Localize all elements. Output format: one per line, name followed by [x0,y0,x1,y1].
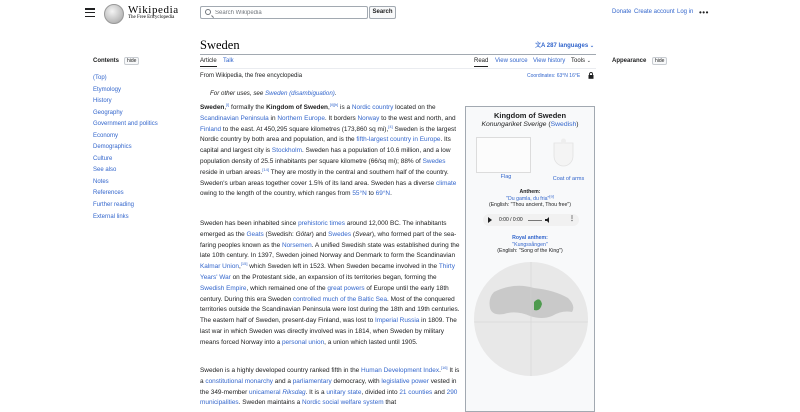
link[interactable]: 21 counties [399,388,433,396]
play-icon[interactable] [488,217,492,223]
link[interactable]: Thirty Years' War [200,263,455,281]
coat-of-arms-caption[interactable]: Coat of arms [552,176,585,182]
donate-link[interactable]: Donate [612,9,632,15]
toc-item-notes[interactable]: Notes [93,178,109,185]
link[interactable]: Swedes [328,230,352,238]
menu-icon[interactable] [85,8,95,17]
site-tagline: The Free Encyclopedia [128,15,175,20]
anthem-block [466,189,594,209]
lead-paragraph-2: Sweden has been inhabited since prehistoric times around 12,000 BC. The inhabitants emerged as the Geats (Swedish: Götar) and Swedes (Svear), who formed part of the sea-faring peoples known as the Norsemen. A unified Swedish state was established during the late 10th century. In 1397, Sweden joined Norway and Denmark to form the Scandinavian Kalmar Union,[15] which Sweden left in 1523. When Sweden became involved in the Thirty Years' War on the Protestant side, an expansion of its territories began, forming the Swedish Empire, which remained one of the great powers of Europe until the early 18th century. During this era Sweden controlled much of the Baltic Sea. Most of the conquered territories outside the Scandinavian Peninsula were lost during the 18th and 19th centuries. The eastern half of Sweden, present-day Finland, was lost to Imperial Russia in 1809. The last war in which Sweden was directly involved was in 1814, when Sweden by military means forced Norway into a personal union, a union which lasted until 1905. [200,220,460,346]
tab-view-history[interactable]: View history [533,58,566,64]
link[interactable]: personal union [281,338,325,346]
language-icon: 文A [535,43,546,49]
link[interactable]: Human Development Index [361,367,440,374]
link[interactable]: Norway [357,114,380,122]
anthem-title-link[interactable]: "Du gamla, du fria" [506,195,550,202]
toc-list [93,73,158,223]
hatnote [210,90,337,97]
toc-heading: Contents [93,58,119,64]
link[interactable]: fifth-largest country in Europe [356,136,441,144]
lead-paragraph-3: Sweden is a highly developed country ranked fifth in the Human Development Index.[16] It is a constitutional monarchy and a parliamentary democracy, with legislative power vested in the 349-member unicameral Riksdag. It is a unitary state, divided into 21 counties and 290 municipalities. Sweden maintains a Nordic social welfare system that [200,364,460,407]
royal-anthem-block [466,235,594,255]
link[interactable]: Swedes [422,157,446,165]
disambiguation-link[interactable]: Sweden (disambiguation) [265,90,335,97]
anthem-translation: (English: "Thou ancient, Thou free") [488,202,572,208]
link[interactable]: Stockholm [271,147,302,155]
globe-graphic [474,262,588,376]
tab-talk[interactable]: Talk [223,58,234,64]
link[interactable]: Nordic country [351,104,394,111]
search-input[interactable] [215,7,365,18]
link[interactable]: controlled much of the Baltic Sea [292,295,388,303]
toc-item-see-also[interactable]: See also [93,167,117,174]
link[interactable]: Scandinavian Peninsula [200,114,269,122]
link[interactable]: Northern Europe [277,114,325,122]
tab-article[interactable]: Article [200,58,217,67]
toc-item-history[interactable]: History [93,98,112,105]
language-button[interactable] [535,40,594,49]
site-header [0,0,800,28]
royal-anthem-title-link[interactable]: "Kungssången" [512,241,548,248]
anthem-ref[interactable]: [a] [549,192,554,198]
appearance-heading: Appearance [612,58,647,64]
toc-item-references[interactable]: References [93,190,124,197]
tab-view-source[interactable]: View source [495,58,528,64]
anthem-label: Anthem: [519,189,541,195]
hatnote-text: For other uses, see [210,90,266,97]
link[interactable]: Kalmar Union [200,263,239,271]
site-sub: From Wikipedia, the free encyclopedia [200,73,303,79]
infobox-native-name: Konungariket Sverige (Swedish) [481,121,579,128]
toc-hide-button[interactable]: hide [124,57,139,65]
coordinates-link[interactable]: Coordinates: 63°N 16°E [527,73,581,79]
toc-item-government[interactable]: Government and politics [93,121,158,128]
link[interactable]: parliamentary [292,377,332,385]
flag-image[interactable] [476,137,531,173]
player-time: 0:00 / 0:00 [499,217,523,223]
link[interactable]: 290 municipalities [200,388,458,407]
tab-read[interactable]: Read [474,58,488,67]
tools-label: Tools [571,58,586,64]
create-account-link[interactable]: Create account [634,9,675,15]
audio-player [483,214,579,226]
location-map-image[interactable] [474,262,588,376]
kebab-icon[interactable]: ⋮ [569,216,575,222]
chevron-down-icon: ⌄ [586,58,591,64]
toc-item-economy[interactable]: Economy [93,132,119,139]
link[interactable]: unitary state [326,388,362,396]
player-progress[interactable] [528,220,542,221]
title-divider [200,54,596,55]
toc-item-top[interactable]: (Top) [93,75,107,81]
link[interactable]: 55°N [352,190,367,198]
lock-icon[interactable] [588,72,594,79]
language-count: 287 languages [546,43,589,49]
page-title: Sweden [200,38,240,52]
toc-item-geography[interactable]: Geography [93,109,123,116]
link[interactable]: prehistoric times [298,220,345,227]
link[interactable]: legislative power [381,377,429,385]
link[interactable]: Geats [246,230,264,238]
more-icon[interactable]: ••• [699,8,709,17]
native-lang-link[interactable]: Swedish [550,121,577,128]
wikipedia-globe-logo[interactable] [104,4,124,24]
coat-of-arms-image[interactable] [546,137,581,173]
site-title[interactable]: Wikipedia [128,4,179,16]
link[interactable]: Swedish Empire [200,284,247,292]
link[interactable]: Nordic social welfare system [302,399,384,407]
toc-item-etymology[interactable]: Etymology [93,86,122,93]
search-button[interactable]: Search [369,6,396,19]
link[interactable]: Norsemen [281,241,312,249]
log-in-link[interactable]: Log in [677,9,694,15]
flag-caption[interactable]: Flag [500,174,512,180]
lead-paragraph-1: Sweden,[i] formally the Kingdom of Sweden,[ii][h] is a Nordic country located on the Scandinavian Peninsula in Northern Europe. It borders Norway to the west and north, and Finland to the east. At 450,295 square kilometres (173,860 sq mi),[4] Sweden is the largest Nordic country by both area and population, and is the fifth-largest country in Europe. Its capital and largest city is Stockholm. Sweden has a population of 10.6 million, and a low population density of 25.5 inhabitants per square kilometre (66/sq mi); 88% of Swedes reside in urban areas.[14] They are mostly in the central and southern half of the country. Sweden's urban areas together cover 1.5% of its land area. Sweden has a diverse climate owing to the length of the country, which ranges from 55°N to 69°N. [200,101,457,198]
tab-tools[interactable] [571,58,591,64]
volume-icon[interactable] [545,217,553,223]
royal-anthem-translation: (English: "Song of the King") [497,248,563,254]
link[interactable]: climate [435,179,457,187]
native-name-text: Konungariket Sverige [481,121,547,128]
link[interactable]: 69°N [375,190,391,198]
search-box[interactable] [200,6,368,19]
toc-item-external-links[interactable]: External links [93,213,129,220]
royal-anthem-label[interactable]: Royal anthem: [512,235,548,241]
appearance-hide-button[interactable]: hide [652,57,667,65]
link[interactable]: unicameral Riksdag [249,388,306,396]
link[interactable]: great powers [327,284,365,292]
toc-item-culture[interactable]: Culture [93,155,113,162]
hatnote-end: . [334,90,337,97]
toc-item-demographics[interactable]: Demographics [93,144,132,151]
chevron-down-icon: ⌄ [589,43,595,49]
link[interactable]: Finland [200,125,222,133]
link[interactable]: Imperial Russia [374,317,420,325]
search-icon [205,9,211,15]
link[interactable]: constitutional monarchy [205,377,274,385]
tabs-divider [200,68,596,69]
toc-item-further-reading[interactable]: Further reading [93,202,135,209]
infobox-title: Kingdom of Sweden [493,111,567,120]
infobox [465,106,595,412]
